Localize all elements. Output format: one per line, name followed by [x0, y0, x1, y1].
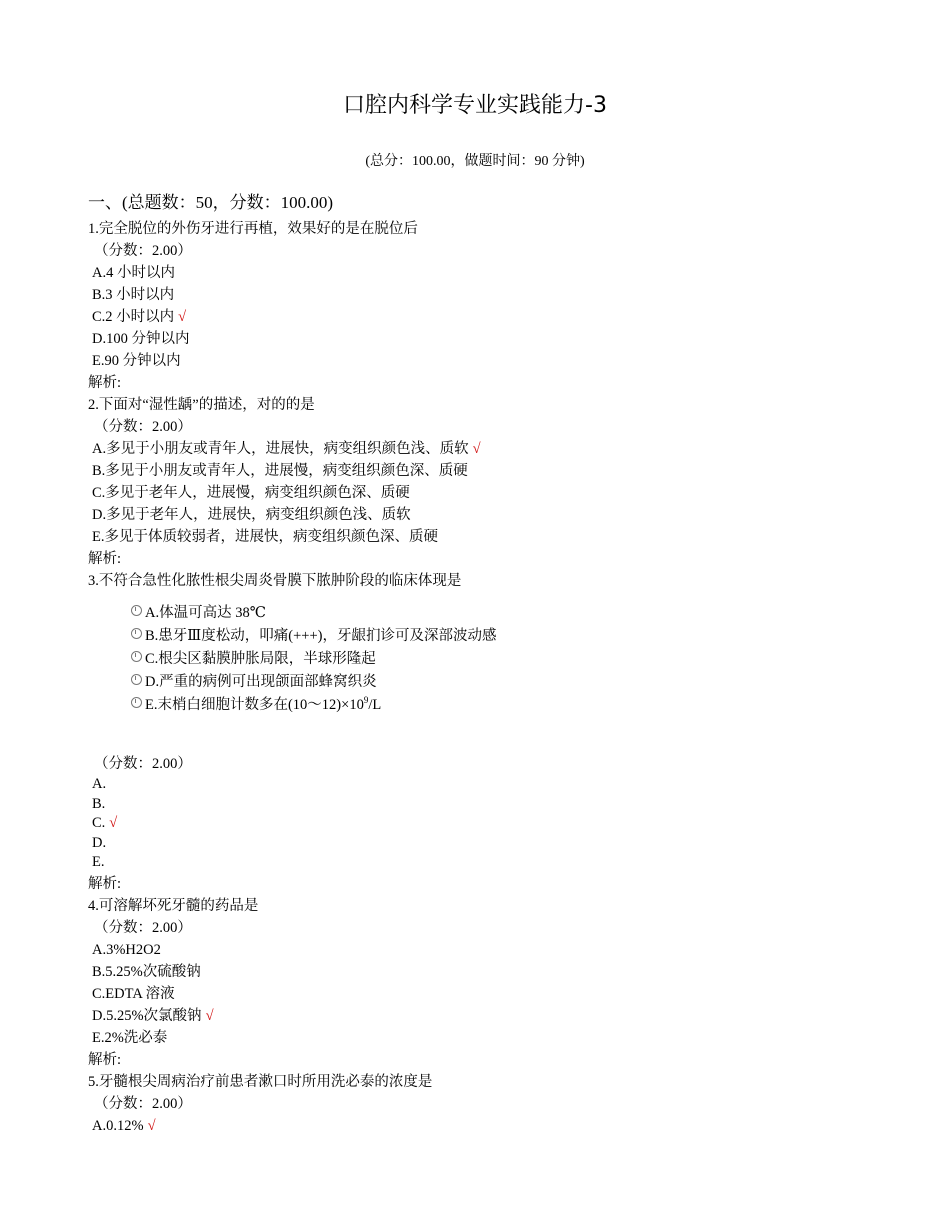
- question-5: [88, 1071, 908, 1137]
- option-b: B.多见于小朋友或青年人，进展慢，病变组织颜色深、质硬: [92, 463, 468, 479]
- option-b: B.5.25%次硫酸钠: [92, 963, 201, 980]
- option-e: E.90 分钟以内: [92, 353, 181, 369]
- analysis-label: 解析:: [88, 551, 122, 567]
- radio-button-icon[interactable]: [131, 674, 142, 685]
- option-d: D.多见于老年人，进展快，病变组织颜色浅、质软: [92, 507, 411, 523]
- radio-button-icon[interactable]: [131, 628, 142, 639]
- page-title: 口腔内科学专业实践能力-3: [343, 93, 607, 118]
- radio-option-group: [88, 602, 908, 717]
- question-list: [88, 218, 908, 1137]
- question-score: （分数：2.00）: [94, 919, 192, 936]
- analysis-label: 解析:: [88, 375, 122, 391]
- correct-mark: √: [472, 441, 481, 457]
- question-stem: 4.可溶解坏死牙髓的药品是: [88, 897, 259, 914]
- radio-option-e[interactable]: E.末梢白细胞计数多在$(10\sim 12)\times 10^9/L$: [131, 694, 908, 717]
- radio-option-b[interactable]: B.患牙Ⅲ度松动，叩痛(+++)，牙龈扪诊可及深部波动感: [131, 625, 908, 648]
- option-a: A.3%H2O2: [92, 941, 161, 958]
- radio-button-icon[interactable]: [131, 651, 142, 662]
- radio-option-c[interactable]: C.根尖区黏膜肿胀局限，半球形隆起: [131, 648, 908, 671]
- option-c: C.EDTA 溶液: [92, 985, 175, 1002]
- correct-mark: √: [109, 815, 118, 831]
- radio-option-a[interactable]: A.体温可高达 38℃: [131, 602, 908, 625]
- question-score: （分数：2.00）: [94, 756, 192, 772]
- option-d: D.5.25%次氯酸钠 √: [92, 1007, 214, 1024]
- question-stem: 5.牙髓根尖周病治疗前患者漱口时所用洗必泰的浓度是: [88, 1073, 433, 1090]
- option-a: A.4 小时以内: [92, 265, 175, 281]
- question-score: （分数：2.00）: [94, 243, 192, 259]
- option-b: B.: [92, 795, 106, 812]
- section-heading: 一、(总题数：50，分数：100.00): [88, 193, 334, 212]
- option-c: C.2 小时以内 √: [92, 309, 187, 325]
- correct-mark: √: [147, 1117, 156, 1134]
- radio-option-d[interactable]: D.严重的病例可出现颌面部蜂窝织炎: [131, 671, 908, 694]
- question-3: [88, 570, 908, 895]
- question-stem: 3.不符合急性化脓性根尖周炎骨膜下脓肿阶段的临床体现是: [88, 573, 462, 589]
- question-score: （分数：2.00）: [94, 1095, 192, 1112]
- option-b: B.3 小时以内: [92, 287, 175, 303]
- question-stem: 2.下面对“湿性龋”的描述，对的的是: [88, 397, 315, 413]
- option-a: A.多见于小朋友或青年人，进展快，病变组织颜色浅、质软 √: [92, 441, 481, 457]
- exam-info: (总分：100.00，做题时间：90 分钟): [365, 154, 585, 169]
- analysis-label: 解析:: [88, 875, 122, 892]
- analysis-label: 解析:: [88, 1051, 122, 1068]
- correct-mark: √: [205, 1007, 214, 1024]
- radio-button-icon[interactable]: [131, 697, 142, 708]
- option-c: C. √: [92, 815, 118, 831]
- option-e: E.多见于体质较弱者，进展快，病变组织颜色深、质硬: [92, 529, 438, 545]
- question-1: [88, 218, 908, 394]
- option-a: A.: [92, 776, 107, 792]
- option-e: E.2%洗必泰: [92, 1029, 168, 1046]
- option-e: E.: [92, 854, 105, 870]
- question-2: [88, 394, 908, 570]
- radio-button-icon[interactable]: [131, 605, 142, 616]
- question-stem: 1.完全脱位的外伤牙进行再植，效果好的是在脱位后: [88, 221, 418, 237]
- option-d: D.: [92, 834, 107, 851]
- option-a: A.0.12% √: [92, 1117, 156, 1134]
- correct-mark: √: [178, 309, 187, 325]
- question-score: （分数：2.00）: [94, 419, 192, 435]
- option-d: D.100 分钟以内: [92, 331, 190, 347]
- option-c: C.多见于老年人，进展慢，病变组织颜色深、质硬: [92, 485, 410, 501]
- question-4: [88, 895, 908, 1071]
